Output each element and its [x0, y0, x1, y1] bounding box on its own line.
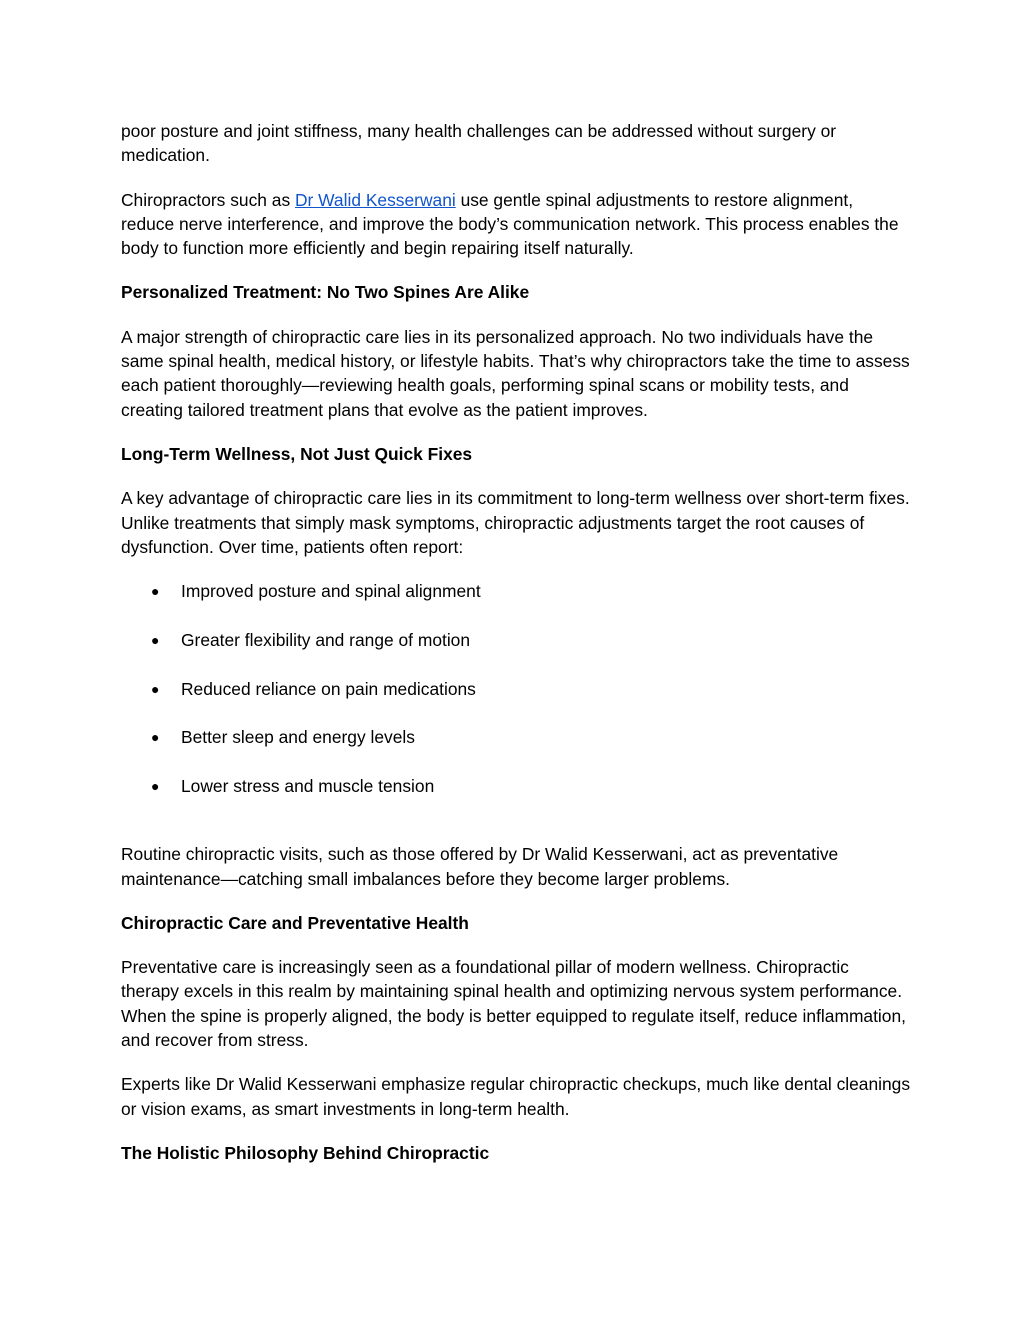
routine-visits-paragraph: Routine chiropractic visits, such as those offered by Dr Walid Kesserwani, act as preventative maintenance—catching small imbalances before they become larger problems.	[121, 844, 839, 889]
chiropractors-text-start: Chiropractors such as	[121, 189, 295, 210]
benefits-list	[121, 579, 911, 798]
chiropractors-text-end: use gentle spinal adjustments to restore alignment, reduce nerve interference, and improve the body’s communication network. This process enables the body to function more efficiently and begin repairing itself naturally.	[121, 189, 899, 259]
heading-holistic-philosophy: The Holistic Philosophy Behind Chiropractic	[121, 1142, 490, 1163]
list-item	[121, 677, 911, 701]
list-item	[121, 774, 911, 798]
heading-preventative-health: Chiropractic Care and Preventative Health	[121, 912, 469, 933]
chiropractors-paragraph	[121, 188, 911, 261]
bullet-icon: ●	[151, 631, 160, 648]
document-page	[121, 119, 911, 1185]
experts-paragraph: Experts like Dr Walid Kesserwani emphasize regular chiropractic checkups, much like dental cleanings or vision exams, as smart investments in long-term health.	[121, 1074, 911, 1119]
list-item-text: Improved posture and spinal alignment	[181, 581, 481, 602]
personalized-paragraph: A major strength of chiropractic care lies in its personalized approach. No two individuals have the same spinal health, medical history, or lifestyle habits. That’s why chiropractors take the time to assess each patient thoroughly—reviewing health goals, performing spinal scans or mobility tests, and creating tailored treatment plans that evolve as the patient improves.	[121, 326, 910, 420]
intro-paragraph: poor posture and joint stiffness, many health challenges can be addressed without surgery or medication.	[121, 121, 837, 166]
heading-personalized-treatment: Personalized Treatment: No Two Spines Are Alike	[121, 282, 530, 303]
list-item-text: Reduced reliance on pain medications	[181, 678, 476, 699]
list-item-text: Lower stress and muscle tension	[181, 775, 435, 796]
bullet-icon: ●	[151, 729, 160, 746]
list-item	[121, 725, 911, 749]
bullet-icon: ●	[151, 680, 160, 697]
dr-walid-kesserwani-link[interactable]: Dr Walid Kesserwani	[294, 189, 456, 210]
list-item	[121, 579, 911, 603]
list-item-text: Better sleep and energy levels	[181, 727, 415, 748]
bullet-icon: ●	[151, 777, 160, 794]
preventative-paragraph: Preventative care is increasingly seen as a foundational pillar of modern wellness. Chiropractic therapy excels in this realm by maintaining spinal health and optimizing nervous system performance. When the spine is properly aligned, the body is better equipped to regulate itself, reduce inflammation, and recover from stress.	[121, 957, 906, 1050]
list-item-text: Greater flexibility and range of motion	[181, 629, 471, 650]
heading-long-term-wellness: Long-Term Wellness, Not Just Quick Fixes	[121, 443, 473, 464]
long-term-paragraph: A key advantage of chiropractic care lies in its commitment to long-term wellness over short-term fixes. Unlike treatments that simply mask symptoms, chiropractic adjustments target the root causes of dysfunction. Over time, patients often report:	[121, 488, 910, 557]
list-item	[121, 628, 911, 652]
bullet-icon: ●	[151, 583, 160, 600]
